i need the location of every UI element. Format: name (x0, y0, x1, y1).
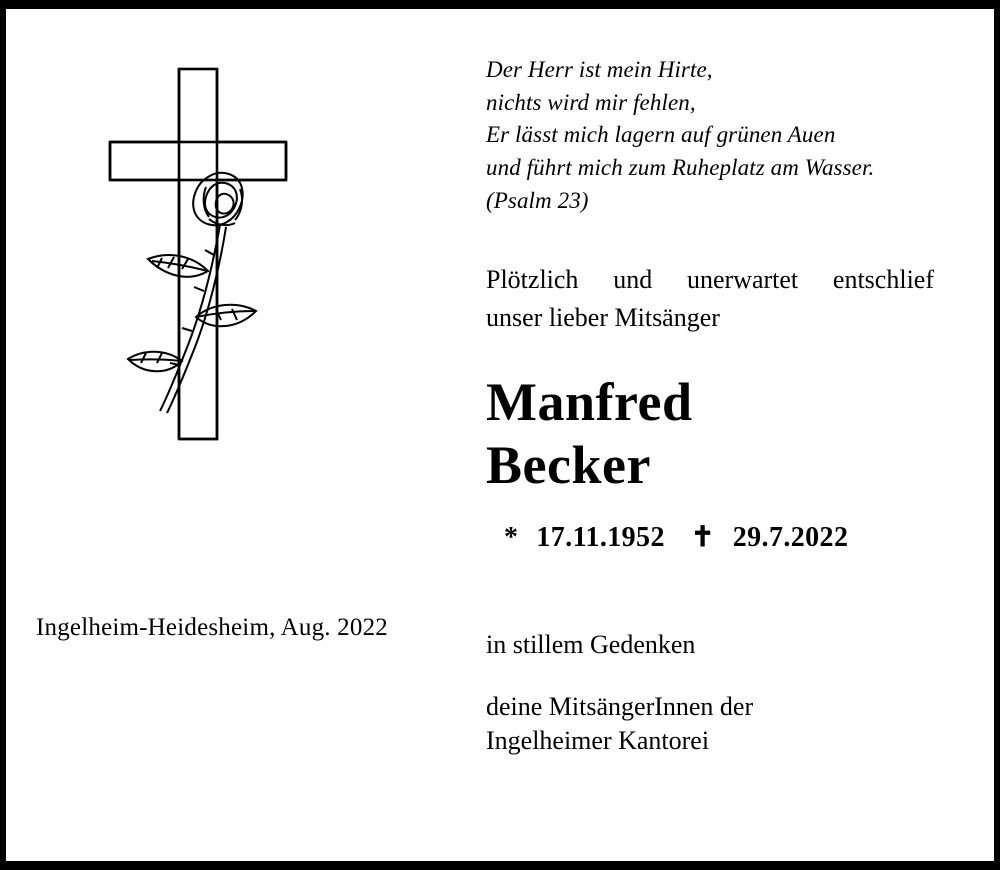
birth-star-icon: * (504, 522, 519, 554)
notice-body (6, 9, 994, 861)
verse-line-4: und führt mich zum Ruheplatz am Wasser. (486, 154, 875, 180)
border-bottom (0, 861, 1000, 870)
verse-line-1: Der Herr ist mein Hirte, (486, 57, 713, 82)
intro-line-1: Plötzlich und unerwartet entschlief (486, 265, 934, 295)
cross-with-rose-icon (96, 59, 326, 459)
verse-line-3: Er lässt mich lagern auf grünen Auen (486, 122, 836, 148)
text-column (486, 54, 956, 754)
psalm-verse (486, 54, 956, 217)
intro-text (486, 261, 956, 336)
border-right (994, 0, 1000, 870)
death-cross-icon: ✝ (690, 522, 715, 554)
closing-line-2: deine MitsängerInnen der (486, 692, 754, 722)
deceased-first-name: Manfred (486, 371, 693, 432)
place-and-date: Ingelheim-Heidesheim, Aug. 2022 (36, 614, 388, 641)
intro-line-2: unser lieber Mitsänger (486, 302, 720, 332)
verse-source: (Psalm 23) (486, 187, 589, 213)
closing-line-3: Ingelheimer Kantorei (486, 726, 710, 756)
deceased-last-name: Becker (486, 435, 651, 496)
closing-line-1: in stillem Gedenken (486, 630, 696, 660)
deceased-name (486, 371, 956, 498)
closing-text (486, 632, 956, 754)
border-top (0, 0, 1000, 9)
verse-line-2: nichts wird mir fehlen, (486, 89, 696, 115)
birth-date: 17.11.1952 (536, 522, 665, 554)
death-date: 29.7.2022 (732, 522, 849, 554)
life-dates (486, 520, 956, 554)
